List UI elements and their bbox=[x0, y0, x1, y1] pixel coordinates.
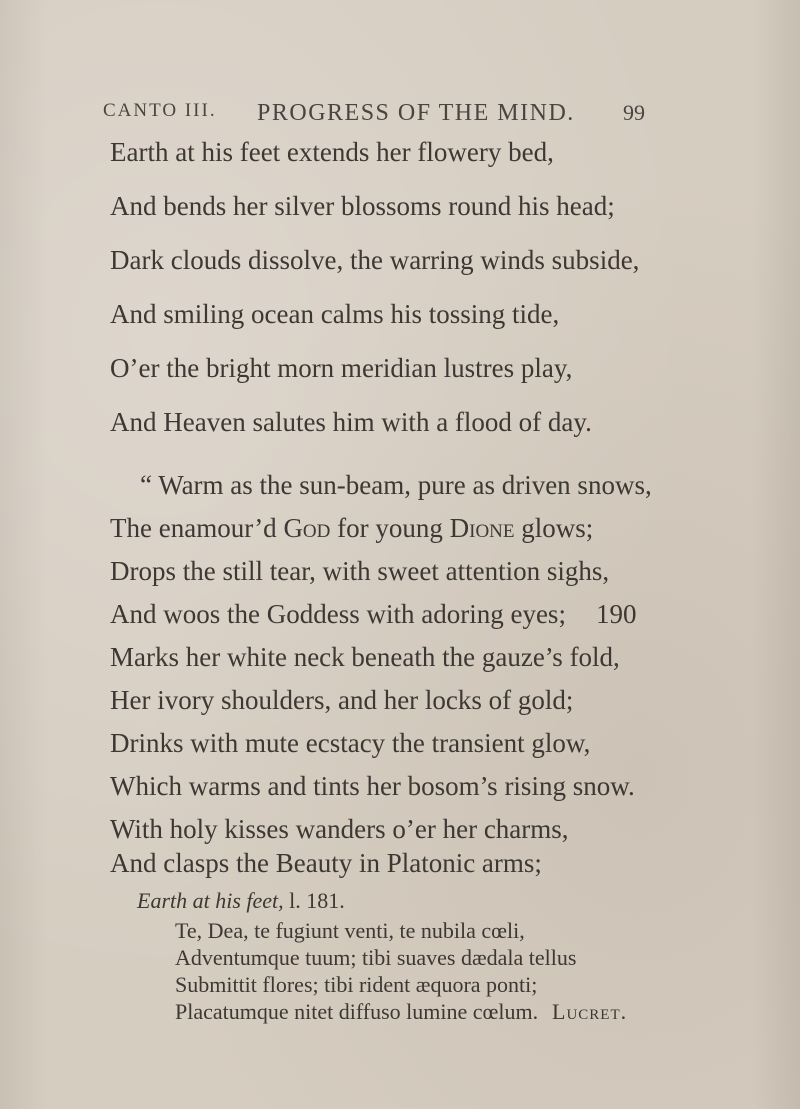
poem-line bbox=[110, 513, 593, 544]
poem-line: Her ivory shoulders, and her locks of gold; bbox=[110, 685, 574, 715]
poem-line: “ Warm as the sun-beam, pure as driven snows, bbox=[140, 470, 652, 500]
poem-line: O’er the bright morn meridian lustres play, bbox=[110, 353, 573, 383]
small-caps-word: God bbox=[283, 513, 331, 543]
poem-line: Dark clouds dissolve, the warring winds subside, bbox=[110, 245, 640, 275]
page-number: 99 bbox=[623, 100, 645, 125]
poem-line: And woos the Goddess with adoring eyes; bbox=[110, 599, 566, 629]
poem-line: Marks her white neck beneath the gauze’s fold, bbox=[110, 642, 620, 672]
footnote-reference bbox=[137, 888, 345, 914]
canto-label: CANTO III. bbox=[103, 100, 217, 121]
footnote-line: Submittit flores; tibi rident æquora ponti; bbox=[175, 972, 538, 997]
line-text: glows; bbox=[514, 513, 594, 543]
poem-line: Drinks with mute ecstacy the transient glow, bbox=[110, 728, 591, 758]
poem-line: Earth at his feet extends her flowery bed, bbox=[110, 137, 554, 167]
small-caps-word: Dione bbox=[449, 513, 515, 543]
line-number: 190 bbox=[596, 599, 637, 629]
line-text: for young bbox=[330, 513, 450, 543]
poem-line: Drops the still tear, with sweet attention sighs, bbox=[110, 556, 610, 586]
line-text: The enamour’d bbox=[110, 513, 284, 543]
poem-line: And smiling ocean calms his tossing tide, bbox=[110, 299, 560, 329]
footnote-ref-line: l. 181. bbox=[283, 888, 345, 913]
footnote-line: Te, Dea, te fugiunt venti, te nubila cœli, bbox=[175, 918, 525, 943]
footnote-line: Placatumque nitet diffuso lumine cœlum. bbox=[175, 999, 539, 1024]
running-header bbox=[103, 100, 655, 140]
footnote-line: Adventumque tuum; tibi suaves dædala tellus bbox=[175, 945, 577, 970]
footnote-ref-italic: Earth at his feet, bbox=[137, 888, 284, 913]
poem-line: With holy kisses wanders o’er her charms, bbox=[110, 814, 569, 844]
poem-line: And bends her silver blossoms round his head; bbox=[110, 191, 615, 221]
running-title: PROGRESS OF THE MIND. bbox=[257, 100, 575, 126]
poem-line: And Heaven salutes him with a flood of day. bbox=[110, 407, 592, 437]
poem-line: And clasps the Beauty in Platonic arms; bbox=[110, 848, 542, 878]
poem-line: Which warms and tints her bosom’s rising snow. bbox=[110, 771, 635, 801]
footnote-author: Lucret. bbox=[552, 999, 628, 1024]
